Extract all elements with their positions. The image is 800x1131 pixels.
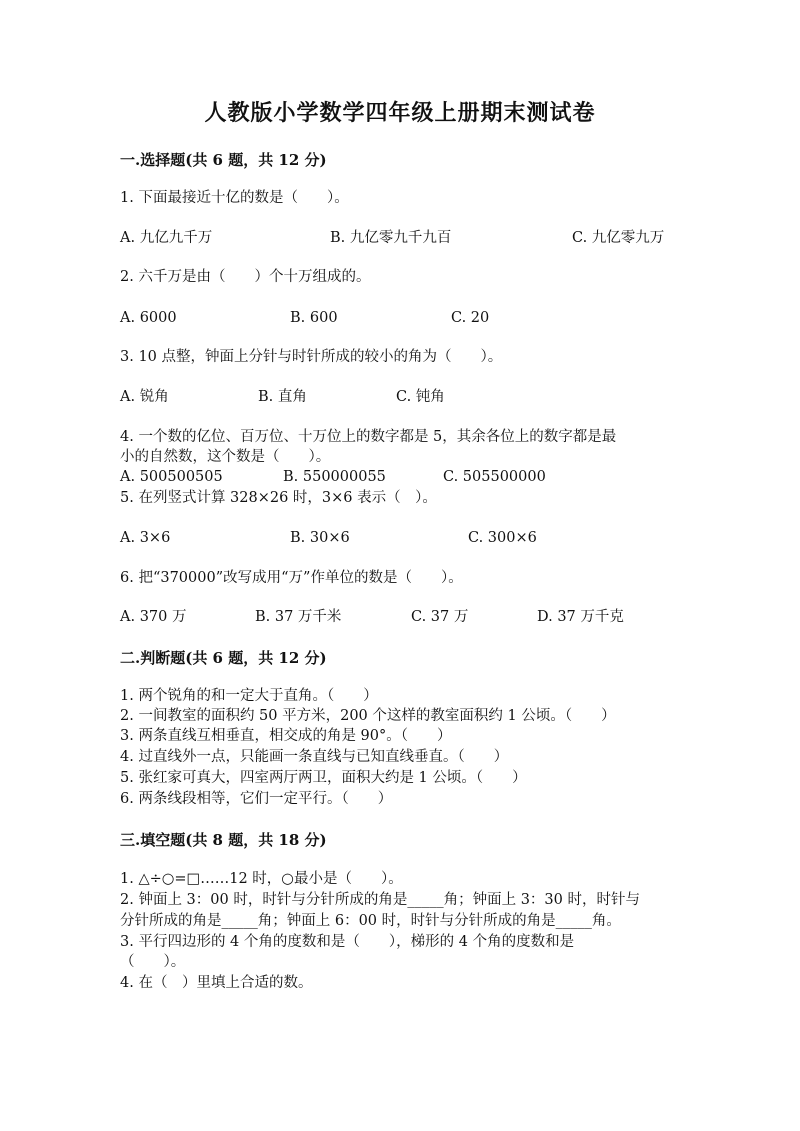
option-a: A. 九亿九千万 <box>120 230 213 246</box>
option-b: B. 九亿零九千九百 <box>330 230 452 246</box>
option-c: C. 300×6 <box>468 530 537 546</box>
option-d: D. 37 万千克 <box>537 609 624 625</box>
question-stem: 5. 在列竖式计算 328×26 时，3×6 表示（ ）。 <box>120 490 437 506</box>
option-c: C. 37 万 <box>411 609 469 625</box>
question-stem: 2. 六千万是由（ ）个十万组成的。 <box>120 269 371 285</box>
list-item: 4. 过直线外一点，只能画一条直线与已知直线垂直。（ ） <box>120 749 509 765</box>
question-stem: 3. 10 点整，钟面上分针与时针所成的较小的角为（ ）。 <box>120 349 503 365</box>
section-heading-fill-blank: 三.填空题(共 8 题，共 18 分) <box>120 831 327 849</box>
option-b: B. 30×6 <box>290 530 350 546</box>
list-item: 3. 两条直线互相垂直，相交成的角是 90°。（ ） <box>120 728 452 744</box>
option-c: C. 九亿零九万 <box>572 230 665 246</box>
list-item: 6. 两条线段相等，它们一定平行。（ ） <box>120 791 393 807</box>
question-stem: 1. 下面最接近十亿的数是（ ）。 <box>120 190 349 206</box>
question-stem-continued: 小的自然数，这个数是（ ）。 <box>120 449 331 465</box>
list-item: 1. △÷○=□……12 时，○最小是（ ）。 <box>120 871 403 887</box>
option-c: C. 505500000 <box>443 469 546 485</box>
page-title: 人教版小学数学四年级上册期末测试卷 <box>204 100 596 126</box>
option-b: B. 直角 <box>258 389 307 405</box>
option-b: B. 600 <box>290 310 338 326</box>
section-heading-choice: 一.选择题(共 6 题，共 12 分) <box>120 151 327 169</box>
option-a: A. 锐角 <box>120 389 169 405</box>
section-heading-judgement: 二.判断题(共 6 题，共 12 分) <box>120 649 327 667</box>
list-item: 2. 一间教室的面积约 50 平方米，200 个这样的教室面积约 1 公顷。（ ） <box>120 708 616 724</box>
list-item: 5. 张红家可真大，四室两厅两卫，面积大约是 1 公顷。（ ） <box>120 770 527 786</box>
question-stem: 6. 把“370000”改写成用“万”作单位的数是（ ）。 <box>120 570 463 586</box>
option-b: B. 37 万千米 <box>255 609 342 625</box>
option-b: B. 550000055 <box>283 469 386 485</box>
option-a: A. 3×6 <box>120 530 171 546</box>
option-a: A. 370 万 <box>120 609 187 625</box>
option-c: C. 20 <box>451 310 490 326</box>
list-item: 1. 两个锐角的和一定大于直角。（ ） <box>120 688 378 704</box>
option-a: A. 500500505 <box>120 469 223 485</box>
list-item: 3. 平行四边形的 4 个角的度数和是（ ），梯形的 4 个角的度数和是 <box>120 934 575 950</box>
list-item: 4. 在（ ）里填上合适的数。 <box>120 975 313 991</box>
list-item-continued: 分针所成的角是_____角；钟面上 6：00 时，时针与分针所成的角是_____角。 <box>120 913 621 929</box>
option-a: A. 6000 <box>120 310 177 326</box>
option-c: C. 钝角 <box>396 389 445 405</box>
question-stem: 4. 一个数的亿位、百万位、十万位上的数字都是 5，其余各位上的数字都是最 <box>120 429 617 445</box>
list-item-continued: （ ）。 <box>120 954 186 970</box>
list-item: 2. 钟面上 3：00 时，时针与分针所成的角是_____角；钟面上 3：30 时，时针与 <box>120 892 640 908</box>
